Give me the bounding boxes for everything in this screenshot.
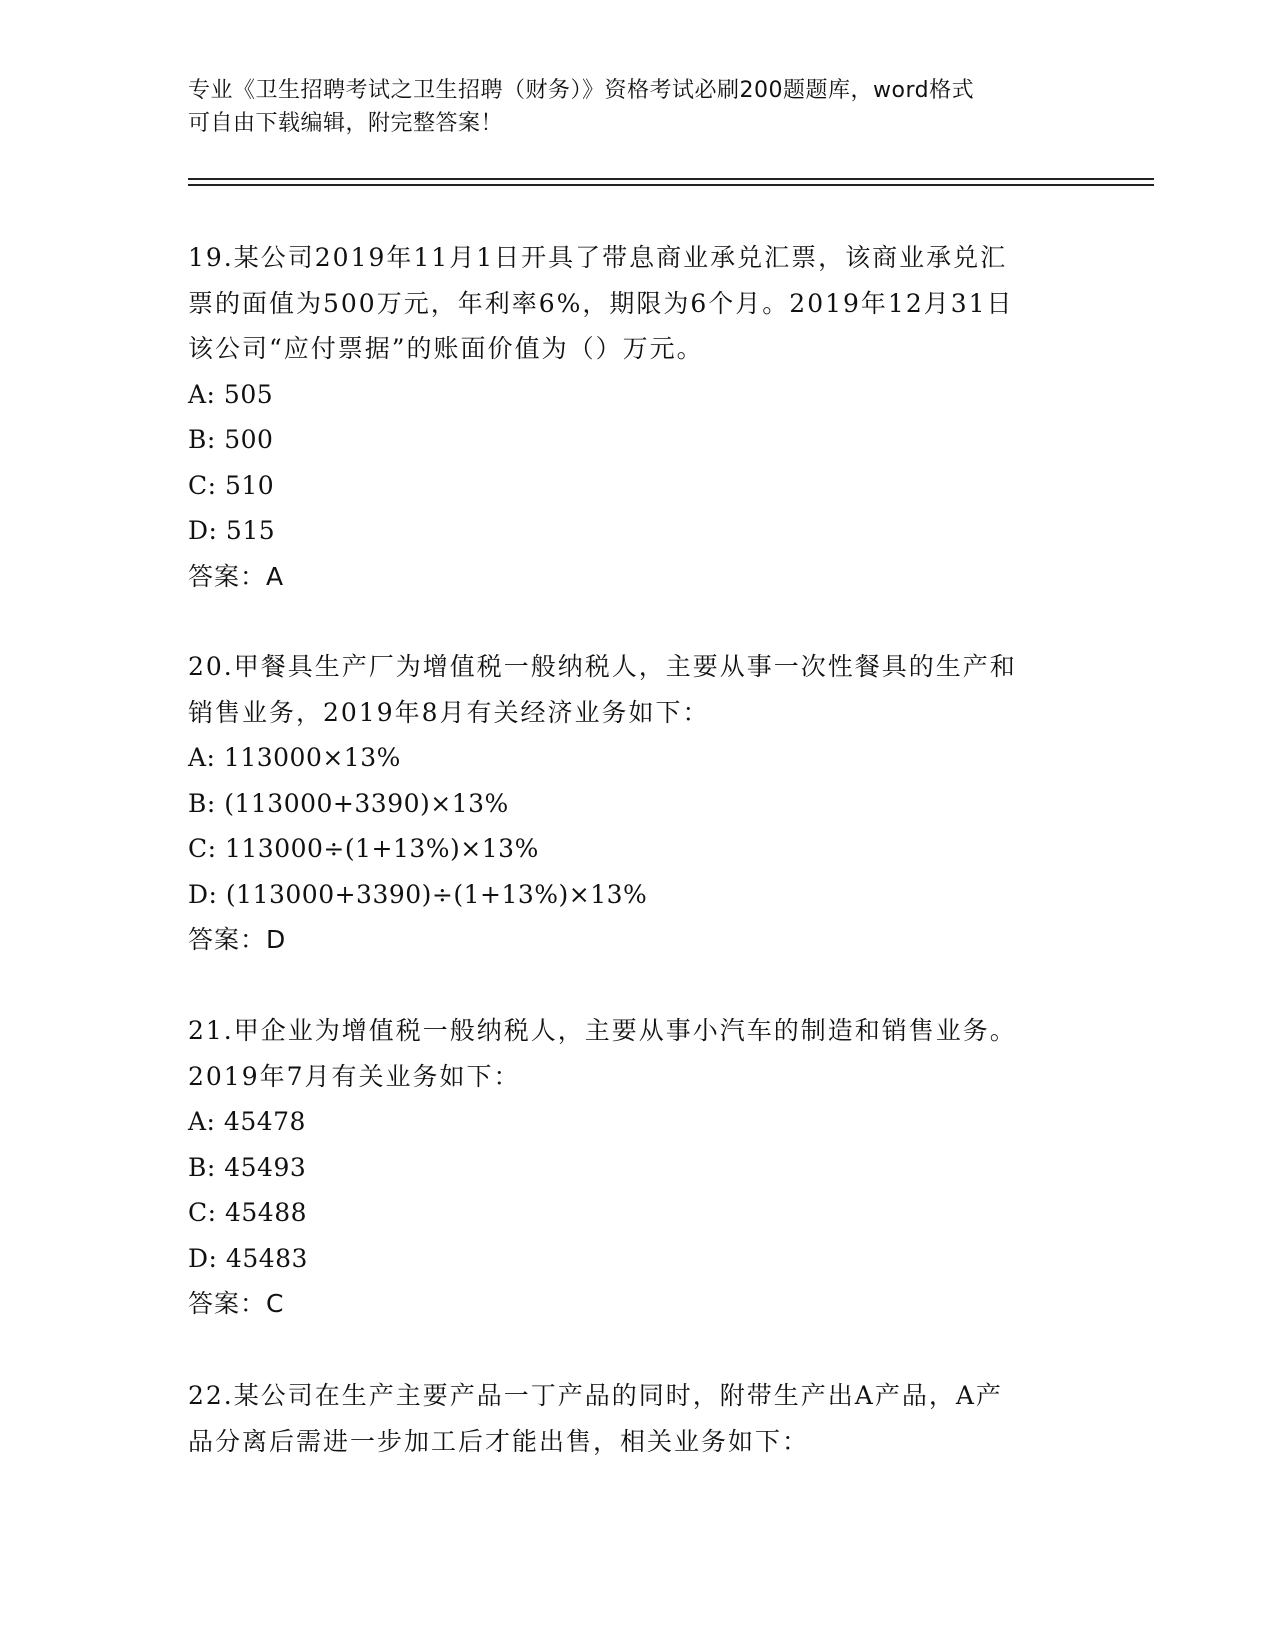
- option-c: C: 113000÷(1+13%)×13%: [188, 834, 539, 863]
- answer: 答案：A: [188, 561, 285, 591]
- answer: 答案：D: [188, 925, 287, 954]
- option-c: C: 510: [188, 470, 275, 500]
- answer: 答案：C: [188, 1289, 285, 1318]
- question-22: [188, 1373, 1088, 1464]
- option-c: C: 45488: [188, 1198, 308, 1227]
- option-b: B: 500: [188, 425, 274, 454]
- option-d: D: 45483: [188, 1243, 308, 1273]
- stem-line: 20.甲餐具生产厂为增值税一般纳税人，主要从事一次性餐具的生产和: [188, 652, 1017, 681]
- question-stem: [188, 1008, 1088, 1099]
- option-d: D: (113000+3390)÷(1+13%)×13%: [188, 879, 648, 909]
- stem-line: 19.某公司2019年11月1日开具了带息商业承兑汇票，该商业承兑汇: [188, 243, 1008, 272]
- question-stem: [188, 235, 1088, 372]
- header-title-line-1: 专业《卫生招聘考试之卫生招聘（财务）》资格考试必刷200题题库，word格式: [188, 78, 975, 103]
- option-b: B: (113000+3390)×13%: [188, 788, 509, 818]
- document-header: [188, 74, 1078, 140]
- header-divider-bottom: [188, 184, 1154, 186]
- question-19: [188, 235, 1088, 599]
- stem-line: 票的面值为500万元，年利率6%，期限为6个月。2019年12月31日: [188, 288, 1014, 318]
- question-stem: [188, 644, 1088, 735]
- stem-line: 22.某公司在生产主要产品一丁产品的同时，附带生产出A产品，A产: [188, 1381, 1003, 1410]
- question-20: [188, 644, 1088, 963]
- header-title-line-2: 可自由下载编辑，附完整答案！: [188, 111, 504, 136]
- option-d: D: 515: [188, 516, 276, 545]
- option-b: B: 45493: [188, 1152, 307, 1182]
- question-stem: [188, 1373, 1088, 1464]
- option-a: A: 45478: [188, 1107, 306, 1136]
- option-a: A: 113000×13%: [188, 743, 401, 772]
- question-21: [188, 1008, 1088, 1327]
- stem-line: 品分离后需进一步加工后才能出售，相关业务如下：: [188, 1426, 810, 1456]
- option-a: A: 505: [188, 379, 274, 409]
- stem-line: 该公司“应付票据”的账面价值为（）万元。: [188, 334, 704, 363]
- stem-line: 销售业务，2019年8月有关经济业务如下：: [188, 697, 710, 727]
- stem-line: 2019年7月有关业务如下：: [188, 1061, 521, 1091]
- stem-line: 21.甲企业为增值税一般纳税人，主要从事小汽车的制造和销售业务。: [188, 1016, 1017, 1045]
- header-divider-top: [188, 178, 1154, 180]
